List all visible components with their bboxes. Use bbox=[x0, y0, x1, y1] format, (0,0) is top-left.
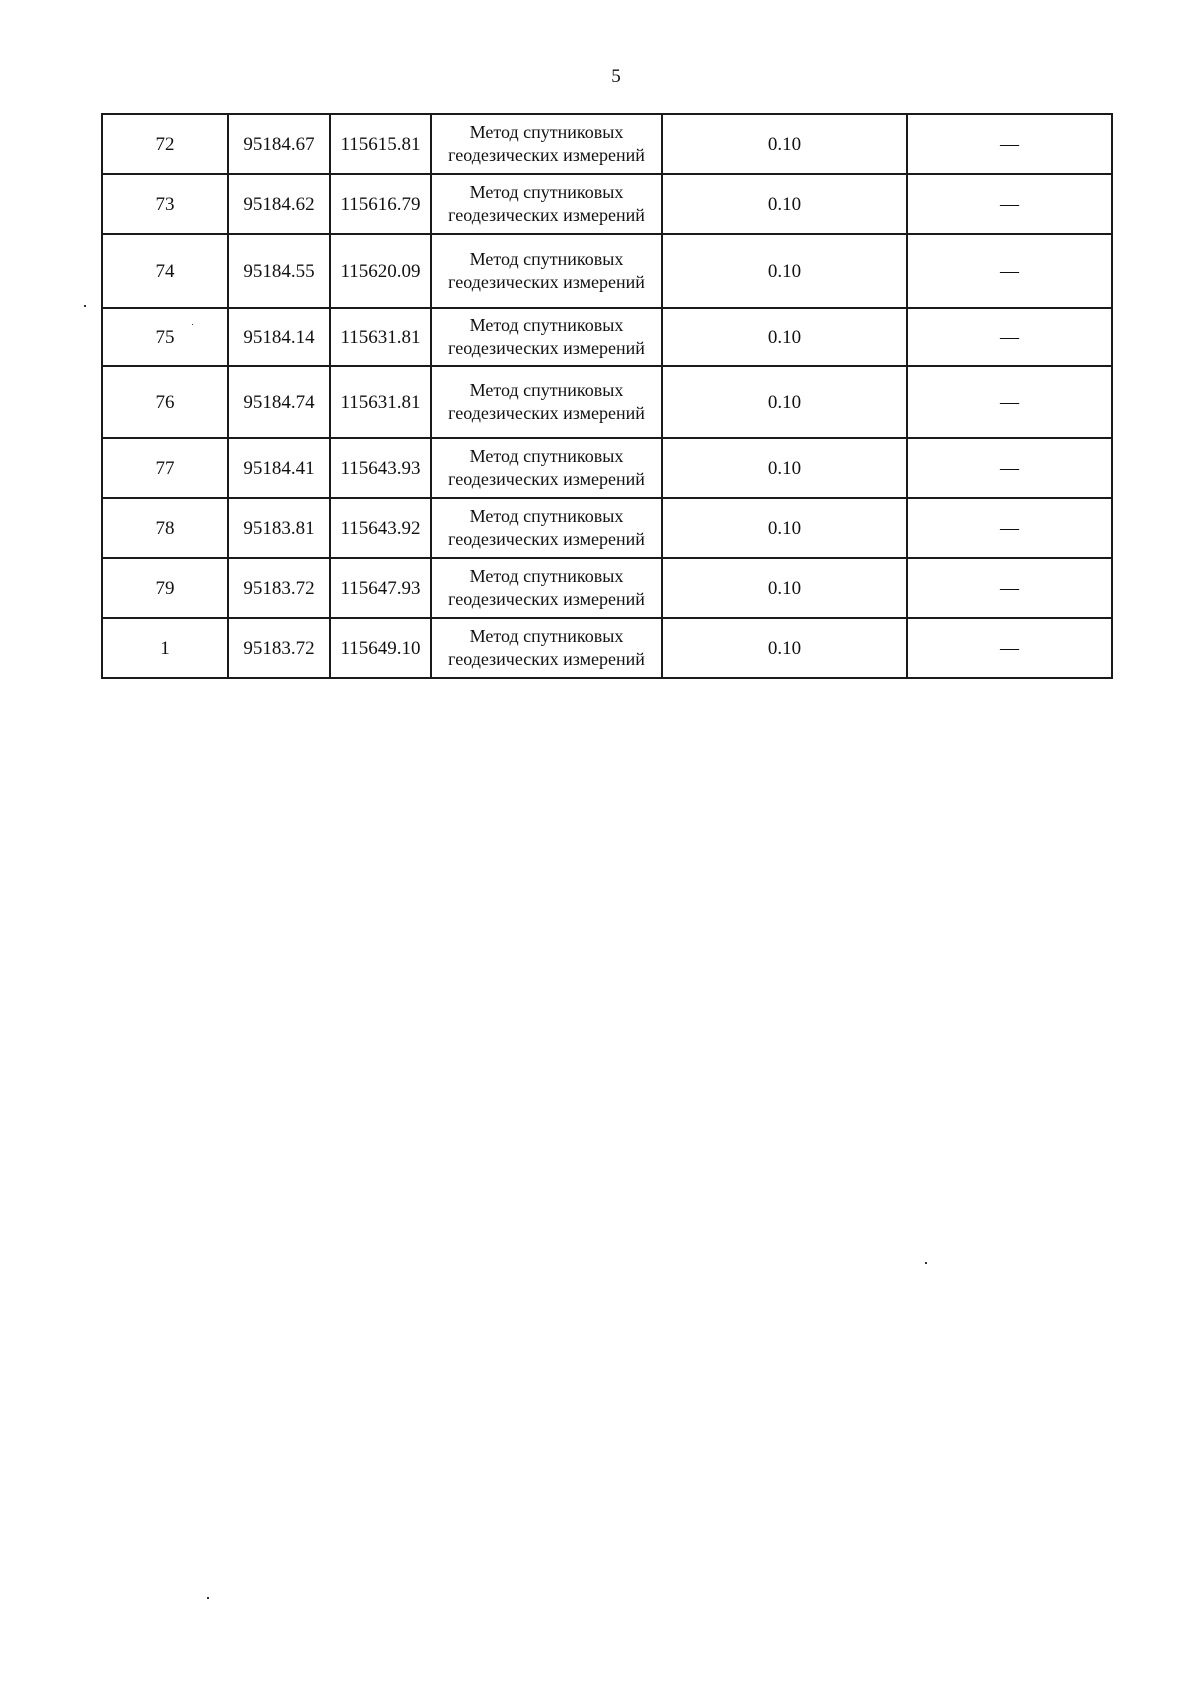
description-cell: — bbox=[907, 234, 1112, 308]
table-row bbox=[102, 234, 1112, 308]
y-coordinate-cell: 115631.81 bbox=[330, 366, 431, 438]
point-number-cell: 77 bbox=[102, 438, 228, 498]
method-line-1: Метод спутниковых bbox=[469, 380, 624, 400]
method-cell bbox=[431, 308, 662, 366]
method-line-1: Метод спутниковых bbox=[469, 626, 624, 646]
accuracy-cell: 0.10 bbox=[662, 438, 907, 498]
method-line-2: геодезических измерений bbox=[448, 649, 645, 669]
method-line-2: геодезических измерений bbox=[448, 272, 645, 292]
accuracy-cell: 0.10 bbox=[662, 174, 907, 234]
x-coordinate-cell: 95184.14 bbox=[228, 308, 330, 366]
coordinates-table bbox=[101, 113, 1113, 679]
table-row bbox=[102, 114, 1112, 174]
x-coordinate-cell: 95183.72 bbox=[228, 558, 330, 618]
page-number: 5 bbox=[611, 66, 621, 87]
method-line-2: геодезических измерений bbox=[448, 145, 645, 165]
scan-speck bbox=[192, 324, 193, 325]
description-cell: — bbox=[907, 114, 1112, 174]
method-cell bbox=[431, 366, 662, 438]
method-cell bbox=[431, 498, 662, 558]
method-line-1: Метод спутниковых bbox=[469, 122, 624, 142]
description-cell: — bbox=[907, 366, 1112, 438]
description-cell: — bbox=[907, 498, 1112, 558]
x-coordinate-cell: 95183.81 bbox=[228, 498, 330, 558]
method-line-2: геодезических измерений bbox=[448, 469, 645, 489]
method-cell bbox=[431, 114, 662, 174]
table-row bbox=[102, 308, 1112, 366]
method-cell bbox=[431, 174, 662, 234]
y-coordinate-cell: 115616.79 bbox=[330, 174, 431, 234]
method-cell bbox=[431, 234, 662, 308]
x-coordinate-cell: 95184.55 bbox=[228, 234, 330, 308]
y-coordinate-cell: 115647.93 bbox=[330, 558, 431, 618]
method-line-2: геодезических измерений bbox=[448, 403, 645, 423]
method-line-2: геодезических измерений bbox=[448, 529, 645, 549]
table-row bbox=[102, 366, 1112, 438]
accuracy-cell: 0.10 bbox=[662, 366, 907, 438]
method-line-2: геодезических измерений bbox=[448, 338, 645, 358]
x-coordinate-cell: 95183.72 bbox=[228, 618, 330, 678]
x-coordinate-cell: 95184.74 bbox=[228, 366, 330, 438]
point-number-cell: 75 bbox=[102, 308, 228, 366]
description-cell: — bbox=[907, 438, 1112, 498]
scan-speck bbox=[84, 305, 86, 307]
description-cell: — bbox=[907, 174, 1112, 234]
method-line-1: Метод спутниковых bbox=[469, 315, 624, 335]
accuracy-cell: 0.10 bbox=[662, 498, 907, 558]
point-number-cell: 73 bbox=[102, 174, 228, 234]
point-number-cell: 78 bbox=[102, 498, 228, 558]
accuracy-cell: 0.10 bbox=[662, 308, 907, 366]
y-coordinate-cell: 115643.92 bbox=[330, 498, 431, 558]
y-coordinate-cell: 115615.81 bbox=[330, 114, 431, 174]
method-line-2: геодезических измерений bbox=[448, 589, 645, 609]
method-line-1: Метод спутниковых bbox=[469, 566, 624, 586]
table-row bbox=[102, 618, 1112, 678]
method-line-1: Метод спутниковых bbox=[469, 446, 624, 466]
description-cell: — bbox=[907, 558, 1112, 618]
point-number-cell: 76 bbox=[102, 366, 228, 438]
method-line-1: Метод спутниковых bbox=[469, 249, 624, 269]
method-cell bbox=[431, 438, 662, 498]
method-cell bbox=[431, 618, 662, 678]
x-coordinate-cell: 95184.67 bbox=[228, 114, 330, 174]
point-number-cell: 72 bbox=[102, 114, 228, 174]
description-cell: — bbox=[907, 308, 1112, 366]
x-coordinate-cell: 95184.62 bbox=[228, 174, 330, 234]
y-coordinate-cell: 115643.93 bbox=[330, 438, 431, 498]
method-line-1: Метод спутниковых bbox=[469, 182, 624, 202]
description-cell: — bbox=[907, 618, 1112, 678]
accuracy-cell: 0.10 bbox=[662, 114, 907, 174]
table-row bbox=[102, 174, 1112, 234]
method-line-2: геодезических измерений bbox=[448, 205, 645, 225]
accuracy-cell: 0.10 bbox=[662, 234, 907, 308]
y-coordinate-cell: 115649.10 bbox=[330, 618, 431, 678]
x-coordinate-cell: 95184.41 bbox=[228, 438, 330, 498]
point-number-cell: 1 bbox=[102, 618, 228, 678]
table-row bbox=[102, 558, 1112, 618]
table-row bbox=[102, 438, 1112, 498]
table-row bbox=[102, 498, 1112, 558]
accuracy-cell: 0.10 bbox=[662, 618, 907, 678]
y-coordinate-cell: 115631.81 bbox=[330, 308, 431, 366]
y-coordinate-cell: 115620.09 bbox=[330, 234, 431, 308]
method-line-1: Метод спутниковых bbox=[469, 506, 624, 526]
scan-speck bbox=[925, 1262, 927, 1264]
method-cell bbox=[431, 558, 662, 618]
scan-speck bbox=[207, 1597, 209, 1599]
point-number-cell: 74 bbox=[102, 234, 228, 308]
accuracy-cell: 0.10 bbox=[662, 558, 907, 618]
point-number-cell: 79 bbox=[102, 558, 228, 618]
